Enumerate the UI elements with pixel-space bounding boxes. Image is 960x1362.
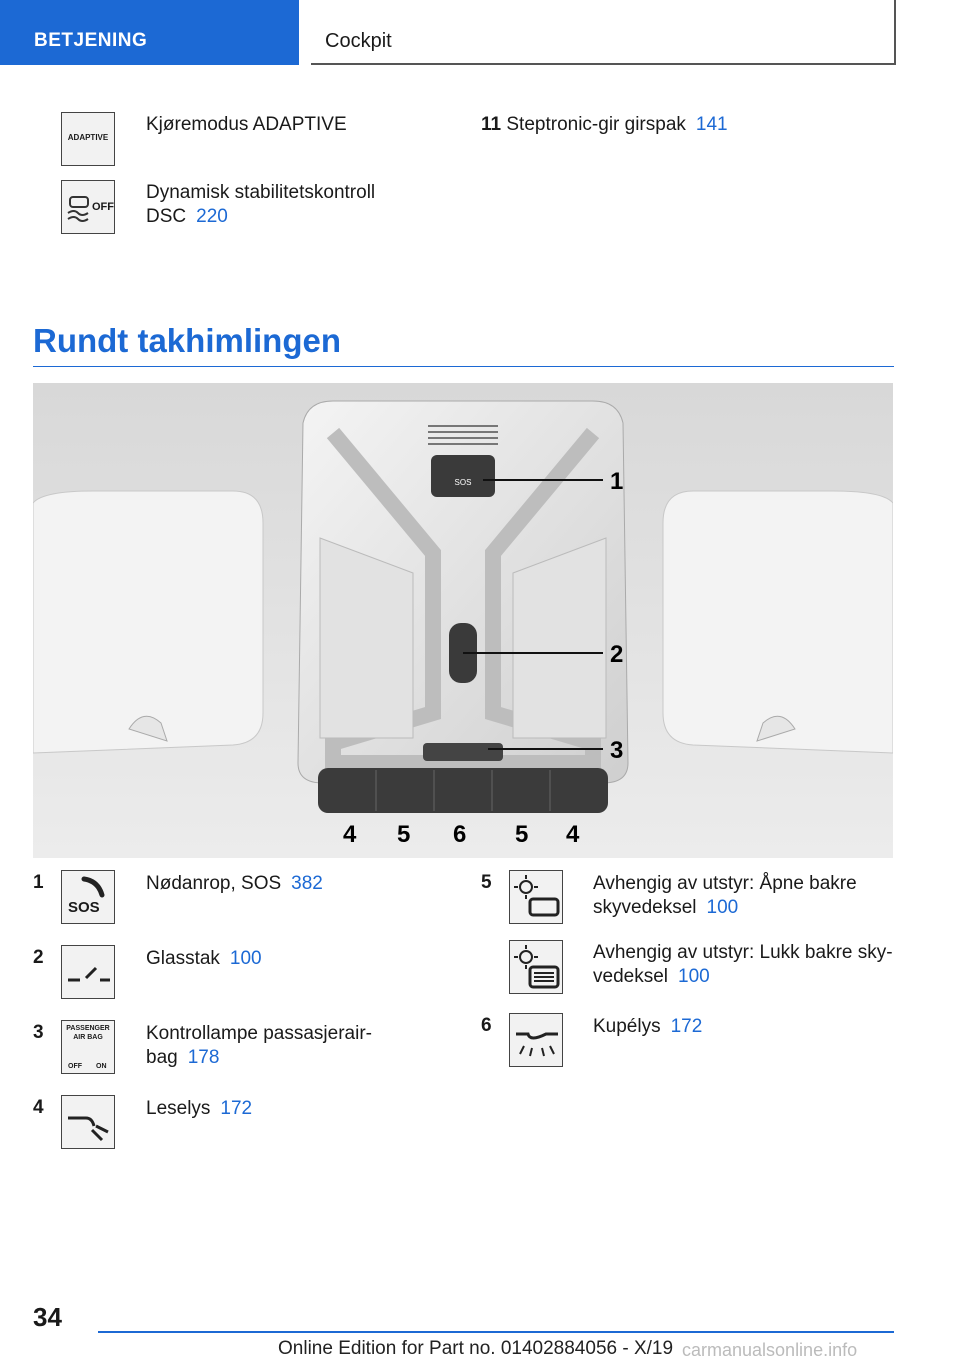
callout-6: 6 [453, 821, 467, 848]
light-button-row [318, 768, 608, 813]
page-ref-link[interactable]: 100 [706, 897, 739, 918]
legend-item-4: Leselys 172 [146, 1098, 253, 1119]
legend-item-5-open: Avhengig av utstyr: Åpne bakre skyvedeksel 100 [593, 873, 857, 918]
legend-item-1: Nødanrop, SOS 382 [146, 873, 323, 894]
steptronic-item: 11 Steptronic-gir girspak 141 [481, 114, 728, 135]
interior-light-icon [509, 1013, 563, 1067]
legend-item-2: Glasstak 100 [146, 948, 262, 969]
dsc-off-icon: OFF [61, 180, 115, 234]
rear-sunshade-close-icon [509, 940, 563, 994]
glass-roof-icon [61, 945, 115, 999]
page-ref-link[interactable]: 141 [695, 114, 728, 135]
footer-rule [98, 1331, 894, 1333]
edition-text: Online Edition for Part no. 01402884056 - X/19 [278, 1338, 674, 1359]
section-label: BETJENING [34, 30, 148, 51]
page-ref-link[interactable]: 382 [291, 873, 323, 894]
section-tab [0, 0, 299, 65]
callout-4-left: 4 [343, 821, 357, 848]
rear-sunshade-open-icon [509, 870, 563, 924]
chapter-tab [311, 0, 896, 65]
roof-console-figure [33, 383, 893, 858]
page-ref-link[interactable]: 220 [196, 206, 228, 227]
callout-3: 3 [610, 737, 624, 764]
section-title: Rundt takhimlingen [33, 322, 341, 359]
airbag-lamp-strip [423, 743, 503, 761]
legend-item-6: Kupélys 172 [593, 1016, 703, 1037]
page-number: 34 [33, 1302, 62, 1332]
dsc-label: Dynamisk stabilitetskontroll DSC 220 [146, 182, 376, 227]
page-ref-link[interactable]: 100 [229, 948, 262, 969]
adaptive-mode-icon: ADAPTIVE [61, 112, 115, 166]
page-ref-link[interactable]: 172 [670, 1016, 703, 1037]
callout-2: 2 [610, 641, 624, 668]
callout-5-right: 5 [515, 821, 529, 848]
passenger-airbag-icon: PASSENGER AIR BAG OFF ON [61, 1020, 115, 1074]
callout-4-right: 4 [566, 821, 580, 848]
legend-item-3: Kontrollampe passasjerair- bag 178 [146, 1023, 372, 1068]
reading-light-icon [61, 1095, 115, 1149]
callout-5-left: 5 [397, 821, 411, 848]
page-ref-link[interactable]: 100 [678, 966, 710, 987]
sos-phone-icon: SOS [61, 870, 115, 924]
svg-text:SOS: SOS [454, 478, 472, 487]
chapter-label: Cockpit [325, 30, 392, 52]
callout-1: 1 [610, 468, 624, 495]
page-ref-link[interactable]: 178 [187, 1047, 220, 1068]
sos-button [431, 455, 495, 497]
watermark: carmanualsonline.info [682, 1340, 858, 1360]
adaptive-label: Kjøremodus ADAPTIVE [146, 114, 347, 135]
legend-item-5-close: Avhengig av utstyr: Lukk bakre sky- vedeksel 100 [593, 942, 893, 987]
page-ref-link[interactable]: 172 [220, 1098, 253, 1119]
section-rule [33, 366, 894, 367]
